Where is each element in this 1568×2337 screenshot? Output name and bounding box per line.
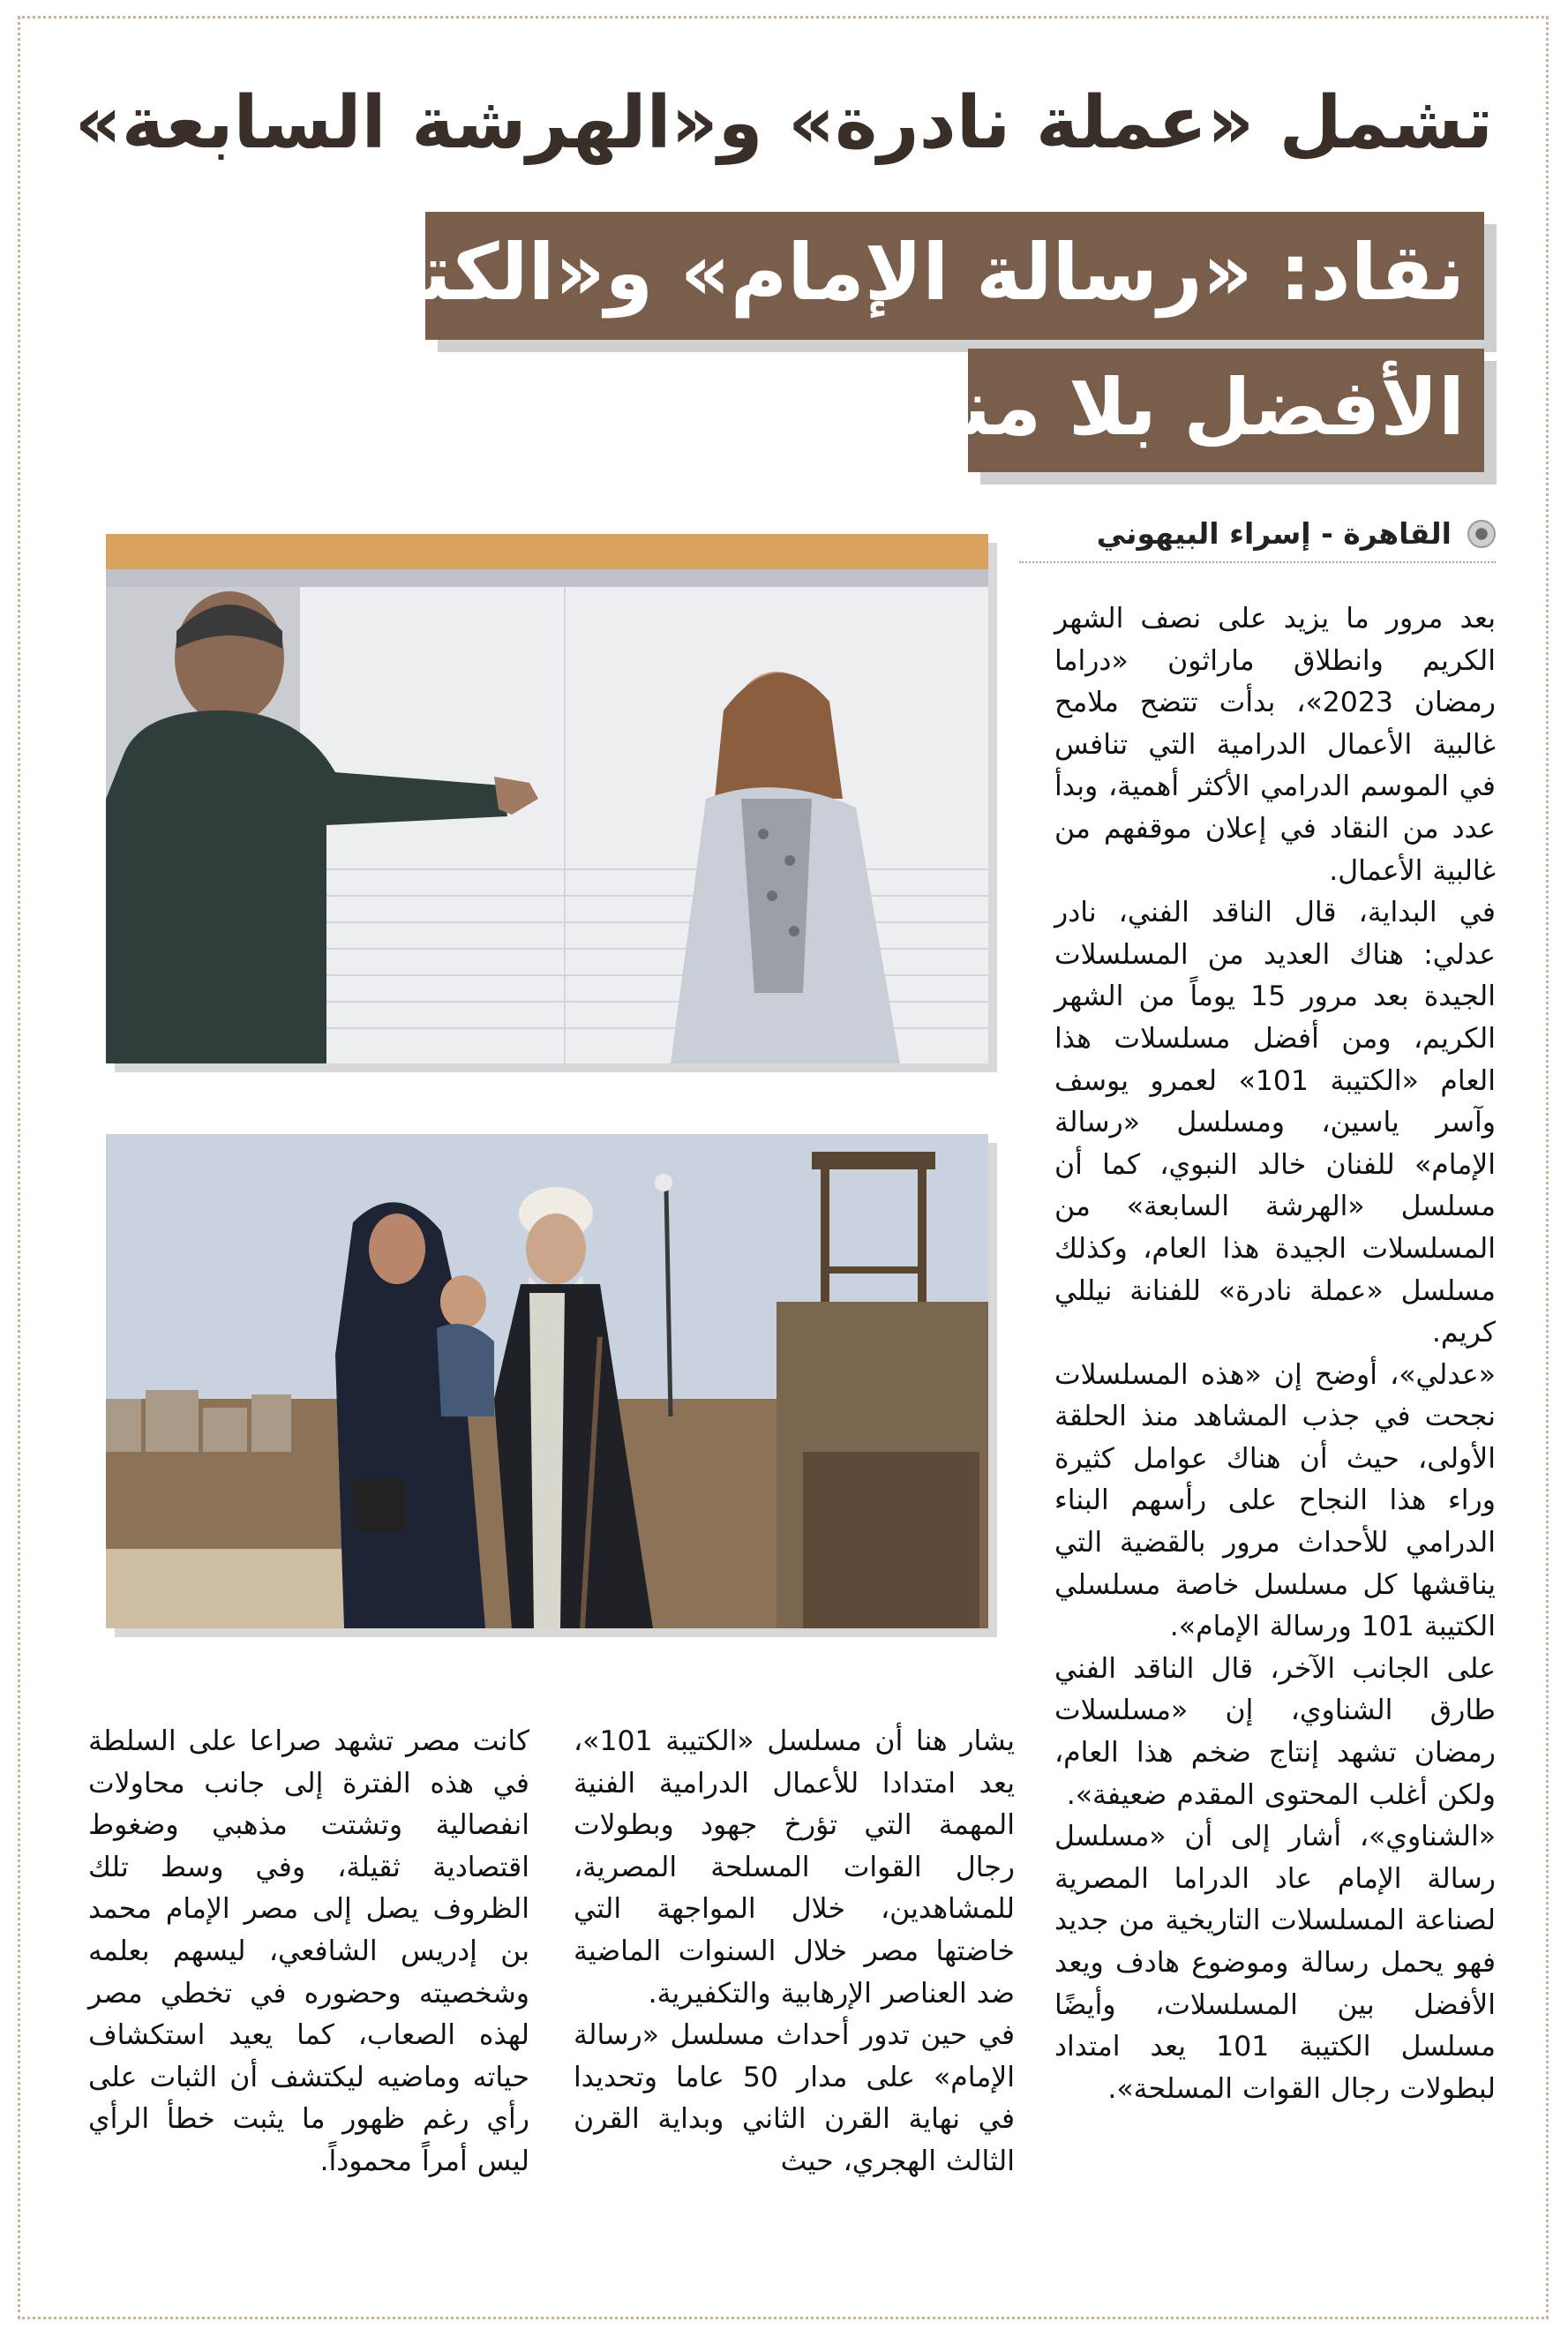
byline-divider [1019,561,1496,563]
article-photo-historical-scene [106,1134,988,1628]
article-column-middle: يشار هنا أن مسلسل «الكتيبة 101»، يعد امتدادا للأعمال الدرامية الفنية المهمة التي تؤرخ جهود وبطولات رجال القوات المسلحة المصرية، للمشاهدين، خلال المواجهة التي خاضتها مصر خلال السنوات الماضية ضد العناصر الإرهابية والتكفيرية. في حين تدور أحداث مسلسل «رسالة الإمام» على مدار 50 عاما وتحديدا في نهاية القرن الثاني وبداية القرن الثالث الهجري، حيث [574,1725,1015,2177]
bullet-icon [1467,520,1496,548]
byline [1097,516,1496,551]
headline-line-1: نقاد: «رسالة الإمام» و«الكتيبة 101» [425,212,1484,340]
article-column-right: بعد مرور ما يزيد على نصف الشهر الكريم وانطلاق ماراثون «دراما رمضان 2023»، بدأت تتضح ملامح غالبية الأعمال الدرامية التي تنافس في الموسم الدرامي الأكثر أهمية، وبدأ عدد من النقاد في إعلان موقفهم من غالبية الأعمال. في البداية، قال الناقد الفني، نادر عدلي: هناك العديد من المسلسلات الجيدة بعد مرور 15 يوماً من الشهر الكريم، ومن أفضل مسلسلات هذا العام «الكتيبة 101» لعمرو يوسف وآسر ياسين، ومسلسل «رسالة الإمام» للفنان خالد النبوي، كما أن مسلسل «الهرشة السابعة» من المسلسلات الجيدة هذا العام، وكذلك مسلسل «عملة نادرة» للفنانة نيللي كريم. «عدلي»، أوضح إن «هذه المسلسلات نجحت في جذب المشاهد منذ الحلقة الأولى، حيث أن هناك عوامل كثيرة وراء هذا النجاح على رأسهم البناء الدرامي للأحداث مرور بالقضية التي يناقشها كل مسلسل خاصة مسلسلي الكتيبة 101 ورسالة الإمام». على الجانب الآخر، قال الناقد الفني طارق الشناوي، إن «مسلسلات رمضان تشهد إنتاج ضخم هذا العام، ولكن أغلب المحتوى المقدم ضعيفة». «الشناوي»، أشار إلى أن «مسلسل رسالة الإمام عاد الدراما المصرية لصناعة المسلسلات التاريخية من جديد فهو يحمل رسالة وموضوع هادف ويعد الأفضل بين المسلسلات، وأيضًا مسلسل الكتيبة 101 يعد امتداد لبطولات رجال القوات المسلحة». [1054,603,1496,2105]
office-scene-illustration [106,534,988,1063]
article-column-left: كانت مصر تشهد صراعا على السلطة في هذه الفترة إلى جانب محاولات انفصالية وتشتت مذهبي وضغوط اقتصادية ثقيلة، وفي وسط تلك الظروف يصل إلى مصر الإمام محمد بن إدريس الشافعي، ليسهم بعلمه وشخصيته وحضوره في تخطي مصر لهذه الصعاب، كما يعيد استكشاف حياته وماضيه ليكتشف أن الثبات على رأي رغم ظهور ما يثبت خطأ الرأي ليس أمراً محموداً. [88,1725,529,2177]
historical-scene-illustration [106,1134,988,1628]
kicker-headline: تشمل «عملة نادرة» و«الهرشة السابعة» [74,81,1493,165]
headline-line-2: الأفضل بلا منافس [968,349,1484,472]
article-photo-office-scene [106,534,988,1063]
byline-text: القاهرة - إسراء البيهوني [1096,516,1452,551]
